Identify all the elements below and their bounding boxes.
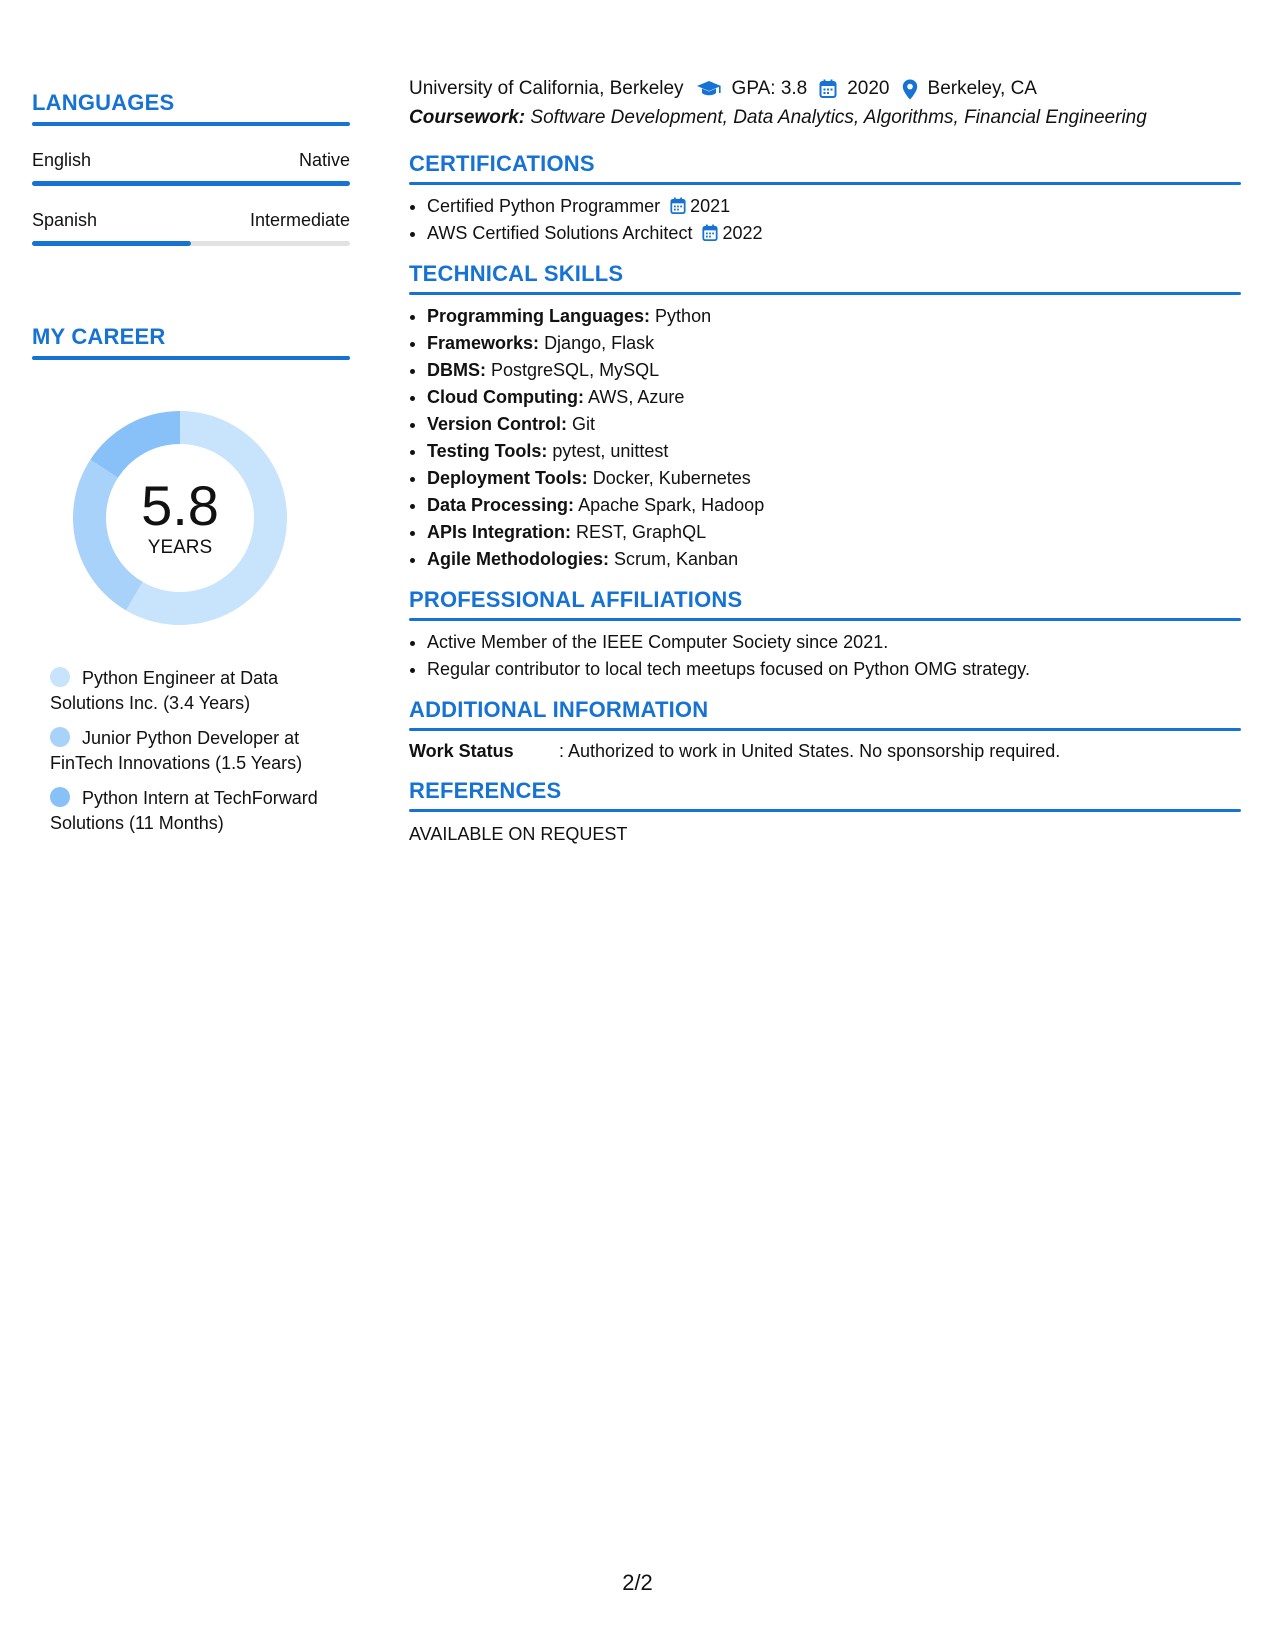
career-legend-label: Python Intern at TechForward Solutions (11 Months) [50,788,318,833]
languages-title: LANGUAGES [32,90,175,115]
skill-item [427,303,1241,330]
skill-value: Git [572,414,596,434]
language-proficiency-bar [32,181,350,186]
school-name: University of California, Berkeley [409,78,684,99]
skill-item [427,492,1241,519]
legend-dot-icon [50,667,70,687]
coursework-label: Coursework: [409,107,526,128]
career-total-years: 5.8 [141,474,219,537]
skill-value: PostgreSQL, MySQL [491,360,660,380]
coursework [409,107,1241,129]
left-column [32,90,350,846]
section-divider [409,292,1241,295]
language-level: Native [298,150,350,170]
skills-list [409,303,1241,573]
school-location: Berkeley, CA [927,78,1037,99]
career-legend-item [50,786,330,836]
skill-value: AWS, Azure [587,387,685,407]
legend-dot-icon [50,727,70,747]
skill-item [427,411,1241,438]
skill-value: Django, Flask [544,333,655,353]
language-name: English [32,150,92,170]
work-status-value: : Authorized to work in United States. No sponsorship required. [559,741,1061,761]
section-divider [32,122,350,126]
career-legend-label: Python Engineer at Data Solutions Inc. (3.4 Years) [50,668,279,713]
skill-label: Version Control: [427,414,568,434]
affiliation-item: • Regular contributor to local tech meetups focused on Python OMG strategy. [427,656,1241,683]
references-title: REFERENCES [409,778,562,803]
career-legend-item [50,726,330,776]
skill-item [427,384,1241,411]
skill-value: REST, GraphQL [576,522,707,542]
skill-label: Frameworks: [427,333,540,353]
references-section [409,778,1241,845]
language-spanish [32,210,350,246]
work-status-row [409,741,1241,762]
section-divider [409,182,1241,185]
certification-item [427,220,1241,247]
skill-label: Cloud Computing: [427,387,584,407]
skill-label: Data Processing: [427,495,575,515]
skill-label: DBMS: [427,360,486,380]
certification-item [427,193,1241,220]
section-divider [409,618,1241,621]
work-status-label: Work Status [409,741,514,761]
language-level: Intermediate [249,210,350,230]
right-column [409,78,1241,845]
skill-label: Programming Languages: [427,306,651,326]
page-number: 2/2 [622,1570,653,1595]
career-title: MY CAREER [32,324,166,349]
graduation-cap-icon [696,80,722,98]
skills-title: TECHNICAL SKILLS [409,261,624,286]
skill-value: Docker, Kubernetes [592,468,751,488]
career-section [32,324,350,836]
skill-item [427,438,1241,465]
skill-item [427,465,1241,492]
language-proficiency-fill [32,181,350,186]
section-divider [32,356,350,360]
career-legend-item [50,666,330,716]
education-line [409,78,1241,100]
calendar-icon [670,197,686,215]
skill-label: Agile Methodologies: [427,549,609,569]
language-name: Spanish [32,210,98,230]
graduation-year: 2020 [847,78,890,99]
language-english [32,150,350,186]
language-proficiency-fill [32,241,191,246]
references-text: AVAILABLE ON REQUEST [409,824,628,844]
affiliations-list [409,629,1241,683]
certifications-list [409,193,1241,247]
skills-section [409,261,1241,573]
coursework-list: Software Development, Data Analytics, Algorithms, Financial Engineering [530,107,1147,128]
skill-value: Apache Spark, Hadoop [578,495,765,515]
certifications-section [409,151,1241,247]
certification-year: 2022 [722,223,763,243]
section-divider [409,809,1241,812]
additional-info-title: ADDITIONAL INFORMATION [409,697,709,722]
location-pin-icon [902,79,918,100]
calendar-icon [819,79,837,99]
certification-year: 2021 [690,196,731,216]
career-legend-label: Junior Python Developer at FinTech Innovations (1.5 Years) [50,728,303,773]
certifications-title: CERTIFICATIONS [409,151,595,176]
skill-item [427,546,1241,573]
skill-value: Python [655,306,712,326]
affiliation-item: • Active Member of the IEEE Computer Society since 2021. [427,629,1241,656]
skill-label: Deployment Tools: [427,468,588,488]
skill-item [427,357,1241,384]
skill-label: APIs Integration: [427,522,572,542]
gpa: GPA: 3.8 [731,78,808,99]
calendar-icon [702,224,718,242]
additional-info-section [409,697,1241,762]
skill-value: Scrum, Kanban [614,549,739,569]
affiliations-section [409,587,1241,683]
section-divider [409,728,1241,731]
skill-value: pytest, unittest [552,441,669,461]
certification-name: AWS Certified Solutions Architect [427,223,693,243]
career-legend [50,666,330,836]
skill-label: Testing Tools: [427,441,548,461]
skill-item [427,330,1241,357]
affiliations-title: PROFESSIONAL AFFILIATIONS [409,587,743,612]
language-proficiency-bar [32,241,350,246]
career-years-unit: YEARS [147,537,213,558]
certification-name: Certified Python Programmer [427,196,661,216]
legend-dot-icon [50,787,70,807]
skill-item [427,519,1241,546]
career-donut-chart [66,404,294,632]
